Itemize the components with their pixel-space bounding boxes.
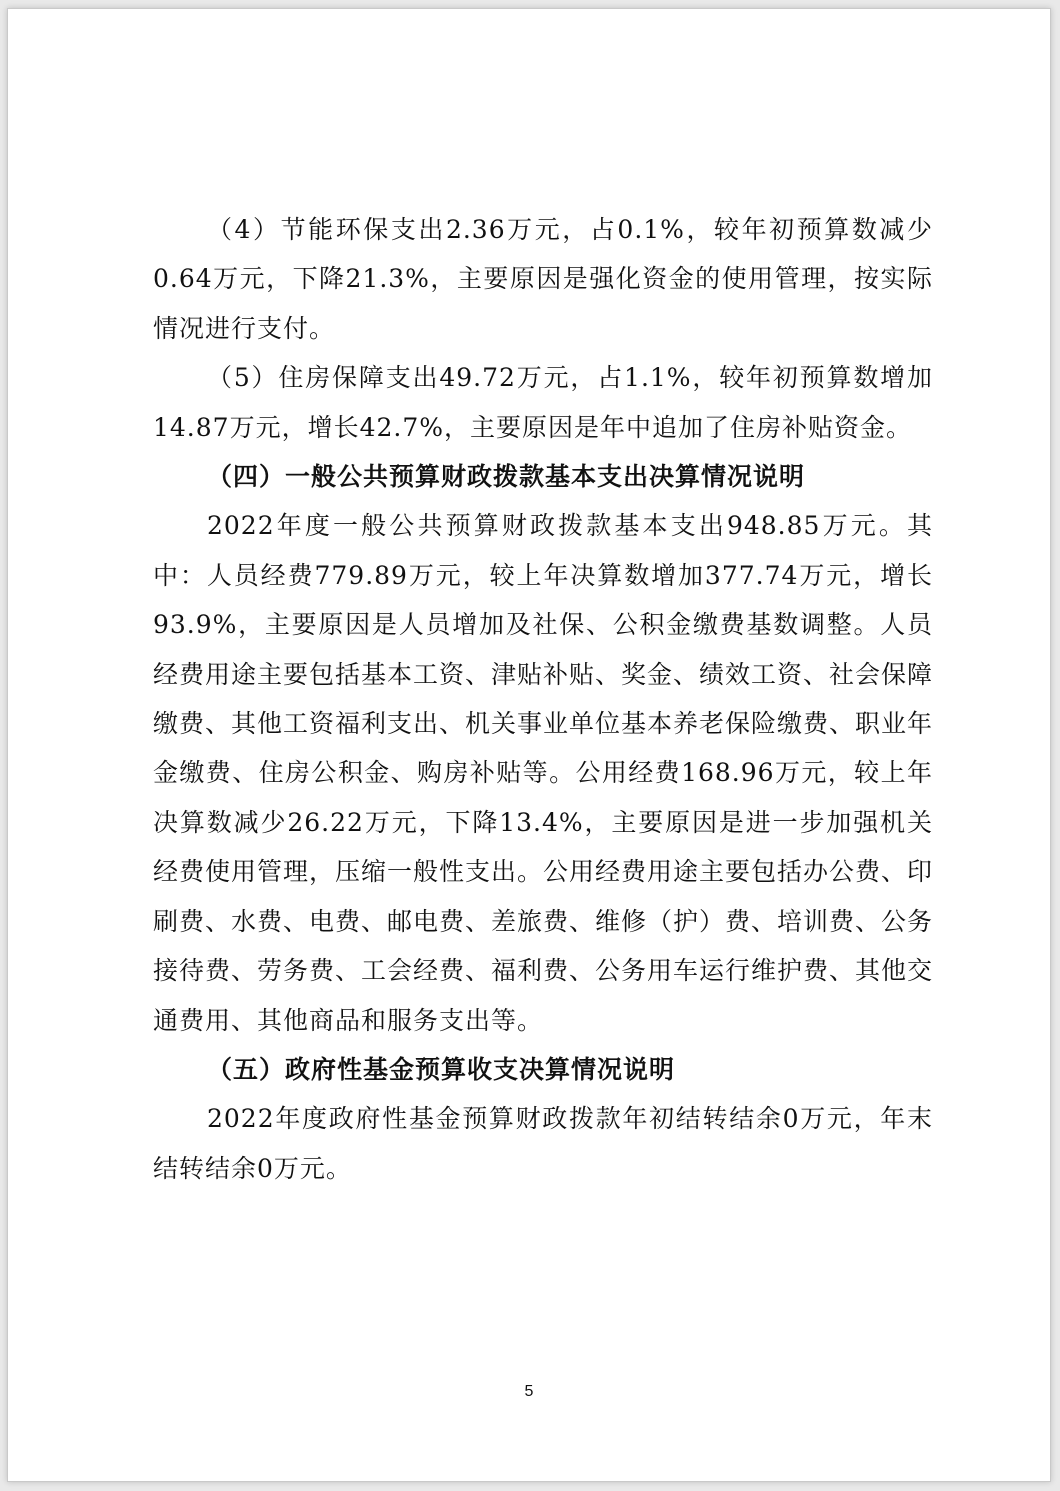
document-page	[7, 8, 1051, 1482]
document-body	[153, 205, 933, 1193]
section-heading-government-fund: （五）政府性基金预算收支决算情况说明	[207, 1054, 676, 1084]
paragraph-energy-saving: （4）节能环保支出2.36万元，占0.1%，较年初预算数减少0.64万元，下降21.3%，主要原因是强化资金的使用管理，按实际情况进行支付。	[153, 215, 933, 343]
page-number: 5	[524, 1383, 534, 1400]
paragraph-government-fund: 2022年度政府性基金预算财政拨款年初结转结余0万元，年末结转结余0万元。	[153, 1104, 933, 1183]
paragraph-basic-expenditure: 2022年度一般公共预算财政拨款基本支出948.85万元。其中：人员经费779.89万元，较上年决算数增加377.74万元，增长93.9%，主要原因是人员增加及社保、公积金缴费基数调整。人员经费用途主要包括基本工资、津贴补贴、奖金、绩效工资、社会保障缴费、其他工资福利支出、机关事业单位基本养老保险缴费、职业年金缴费、住房公积金、购房补贴等。公用经费168.96万元，较上年决算数减少26.22万元，下降13.4%，主要原因是进一步加强机关经费使用管理，压缩一般性支出。公用经费用途主要包括办公费、印刷费、水费、电费、邮电费、差旅费、维修（护）费、培训费、公务接待费、劳务费、工会经费、福利费、公务用车运行维护费、其他交通费用、其他商品和服务支出等。	[153, 511, 934, 1035]
paragraph-housing-security: （5）住房保障支出49.72万元，占1.1%，较年初预算数增加14.87万元，增长42.7%，主要原因是年中追加了住房补贴资金。	[153, 363, 933, 442]
section-heading-basic-expenditure: （四）一般公共预算财政拨款基本支出决算情况说明	[207, 462, 806, 492]
